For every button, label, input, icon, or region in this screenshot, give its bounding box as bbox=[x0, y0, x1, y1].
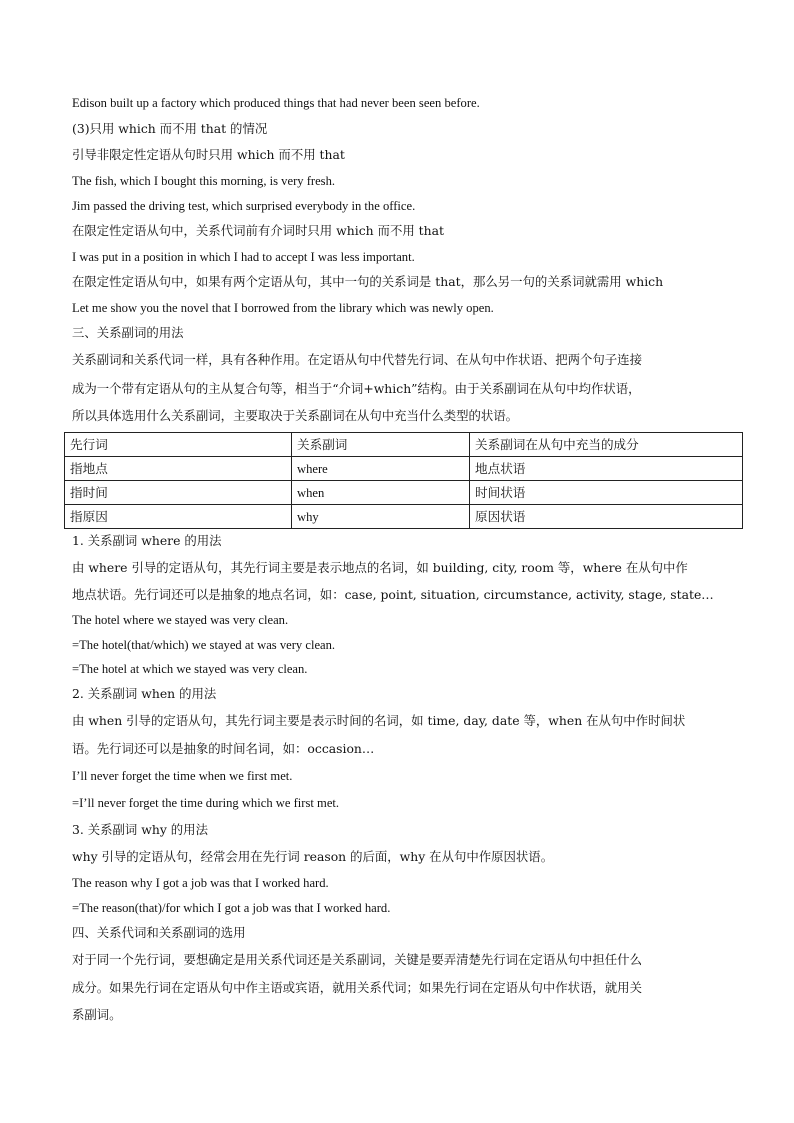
subsection-heading: 1. 关系副词 where 的用法 bbox=[72, 533, 222, 548]
table-cell: 地点状语 bbox=[470, 457, 743, 481]
table-header-row bbox=[65, 433, 743, 457]
section-heading: 三、关系副词的用法 bbox=[72, 325, 184, 340]
table-cell: 原因状语 bbox=[470, 505, 743, 529]
table-row bbox=[65, 505, 743, 529]
paragraph-line: why 引导的定语从句，经常会用在先行词 reason 的后面，why 在从句中作原因状语。 bbox=[72, 849, 554, 864]
example-sentence: The hotel where we stayed was very clean. bbox=[72, 613, 289, 627]
table-row bbox=[65, 481, 743, 505]
section-heading: 四、关系代词和关系副词的选用 bbox=[72, 925, 246, 940]
paragraph-line: 语。先行词还可以是抽象的时间名词，如：occasion… bbox=[72, 741, 375, 756]
table-cell: 指地点 bbox=[65, 457, 292, 481]
table-cell: 指原因 bbox=[65, 505, 292, 529]
example-sentence: =The reason(that)/for which I got a job was that I worked hard. bbox=[72, 901, 391, 915]
table-header-cell: 关系副词 bbox=[292, 433, 470, 457]
paragraph-line: 成为一个带有定语从句的主从复合句等，相当于“介词+which”结构。由于关系副词在从句中均作状语， bbox=[72, 381, 641, 396]
table-cell: why bbox=[292, 505, 470, 529]
table-cell: 指时间 bbox=[65, 481, 292, 505]
subsection-heading: 2. 关系副词 when 的用法 bbox=[72, 686, 217, 701]
rule-text: 在限定性定语从句中，关系代词前有介词时只用 which 而不用 that bbox=[72, 223, 444, 238]
relative-adverb-table bbox=[64, 432, 743, 529]
paragraph-line: 系副词。 bbox=[72, 1007, 122, 1022]
example-sentence: The reason why I got a job was that I worked hard. bbox=[72, 876, 329, 890]
paragraph-line: 所以具体选用什么关系副词，主要取决于关系副词在从句中充当什么类型的状语。 bbox=[72, 408, 519, 423]
example-sentence: =The hotel(that/which) we stayed at was very clean. bbox=[72, 638, 336, 652]
rule-text: 在限定性定语从句中，如果有两个定语从句，其中一句的关系词是 that，那么另一句的关系词就需用 which bbox=[72, 274, 664, 289]
table-header-cell: 先行词 bbox=[65, 433, 292, 457]
example-sentence: =I’ll never forget the time during which we first met. bbox=[72, 796, 340, 810]
paragraph-line: 关系副词和关系代词一样，具有各种作用。在定语从句中代替先行词、在从句中作状语、把两个句子连接 bbox=[72, 352, 642, 367]
example-sentence: The fish, which I bought this morning, is very fresh. bbox=[72, 174, 336, 188]
table-header-cell: 关系副词在从句中充当的成分 bbox=[470, 433, 743, 457]
example-sentence: =The hotel at which we stayed was very clean. bbox=[72, 662, 308, 676]
example-sentence: Edison built up a factory which produced things that had never been seen before. bbox=[72, 96, 480, 110]
paragraph-line: 由 when 引导的定语从句，其先行词主要是表示时间的名词，如 time, day, date 等，when 在从句中作时间状 bbox=[72, 713, 686, 728]
table-cell: where bbox=[292, 457, 470, 481]
rule-text: 引导非限定性定语从句时只用 which 而不用 that bbox=[72, 147, 345, 162]
subsection-heading: 3. 关系副词 why 的用法 bbox=[72, 822, 208, 837]
paragraph-line: 对于同一个先行词，要想确定是用关系代词还是关系副词，关键是要弄清楚先行词在定语从句中担任什么 bbox=[72, 952, 642, 967]
example-sentence: Let me show you the novel that I borrowed from the library which was newly open. bbox=[72, 301, 494, 315]
example-sentence: I was put in a position in which I had to accept I was less important. bbox=[72, 250, 415, 264]
subsection-heading: (3)只用 which 而不用 that 的情况 bbox=[72, 121, 268, 136]
example-sentence: Jim passed the driving test, which surprised everybody in the office. bbox=[72, 199, 416, 213]
paragraph-line: 成分。如果先行词在定语从句中作主语或宾语，就用关系代词；如果先行词在定语从句中作状语，就用关 bbox=[72, 980, 642, 995]
paragraph-line: 由 where 引导的定语从句，其先行词主要是表示地点的名词，如 building, city, room 等，where 在从句中作 bbox=[72, 560, 688, 575]
example-sentence: I’ll never forget the time when we first met. bbox=[72, 769, 293, 783]
table-cell: when bbox=[292, 481, 470, 505]
table-row bbox=[65, 457, 743, 481]
table-cell: 时间状语 bbox=[470, 481, 743, 505]
paragraph-line: 地点状语。先行词还可以是抽象的地点名词，如：case, point, situation, circumstance, activity, stage, state… bbox=[72, 587, 714, 602]
